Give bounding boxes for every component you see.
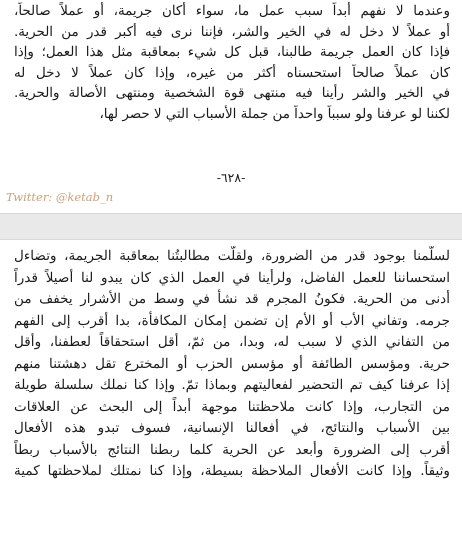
text-line: إذا عرفنا كيف تم التحضير لفعاليتهم وبماذا تمّ. وإذا كنا نملك سلسلة طويلة: [14, 377, 450, 393]
text-line: أقرب إلى الضرورة وأبعد عن الحرية كلما ربطنا النتائج بالأسباب ربطاً: [14, 441, 450, 458]
text-line: في الخير والشر رأينا فيه منتهى قوة الشخصية ومنتهى الأصالة والحرية.: [14, 86, 450, 102]
text-line: لسلّمنا بوجود قدر من الضرورة، ولقلّت مطالبتُنا بمعاقبة الجريمة، وتضاءل: [14, 248, 450, 264]
bottom-page: [0, 240, 462, 540]
text-line: كان عملاً صالحاً استحسناه أكثر من غيره، وإذا كان عملاً لا دخل له: [14, 65, 450, 81]
page-number: -٦٢٨-: [216, 170, 246, 185]
top-page: [0, 0, 462, 213]
text-line: من التفاني الذي لا سبب له، وبدا، من ثمّ، أقل استحقاقاً لعطفنا، وأقل: [14, 334, 450, 350]
text-line: لكننا لو عرفنا ولو سبباً واحداً من جملة الأسباب التي لا حصر لها،: [99, 106, 450, 122]
page-separator: [0, 213, 462, 240]
text-line: أو عملاً لا دخل له في الخير والشر، فإننا نرى فيه أكبر قدر من الحرية.: [14, 24, 450, 40]
text-line: جرمه. وتفاني الأب أو الأم إن تضمن إمكان المكافأة، بدا أقرب إلى الفهم: [14, 312, 450, 329]
text-line: وثيقاً. وإذا كانت الأفعال الملاحظة بسيطة، وإذا كنا نمتلك لملاحظتها كمية: [14, 463, 450, 479]
text-line: استحساننا للعمل الفاضل، ولرأينا في العمل الذي كان يبدو لنا أصيلاً قدراً: [14, 269, 450, 286]
text-line: أدنى من الحرية. فكونُ المجرم قد نشأ في وسط من الأشرار يخفف من: [14, 291, 450, 307]
text-line: فإذا كان العمل جريمة طالبنا، قبل كل شيء بمعاقبة مثل هذا العمل؛ وإذا: [14, 45, 450, 61]
text-line: من التجارب، وإذا كانت ملاحظتنا موجهة أبداً إلى البحث عن العلاقات: [14, 398, 450, 415]
text-line: بين الأسباب والنتائج، في أفعالنا الإنسانية، فسوف تبدو هذه الأفعال: [14, 420, 450, 436]
text-line: حرية. ومؤسس الطائفة أو مؤسس الحزب أو المخترع تقل دهشتنا منهم: [14, 355, 450, 372]
text-line: وعندما لا نفهم أبداً سبب عمل ما، سواء أكان جريمة، أو عملاً صالحاً،: [14, 4, 450, 19]
watermark: Twitter: @ketab_n: [6, 190, 114, 204]
